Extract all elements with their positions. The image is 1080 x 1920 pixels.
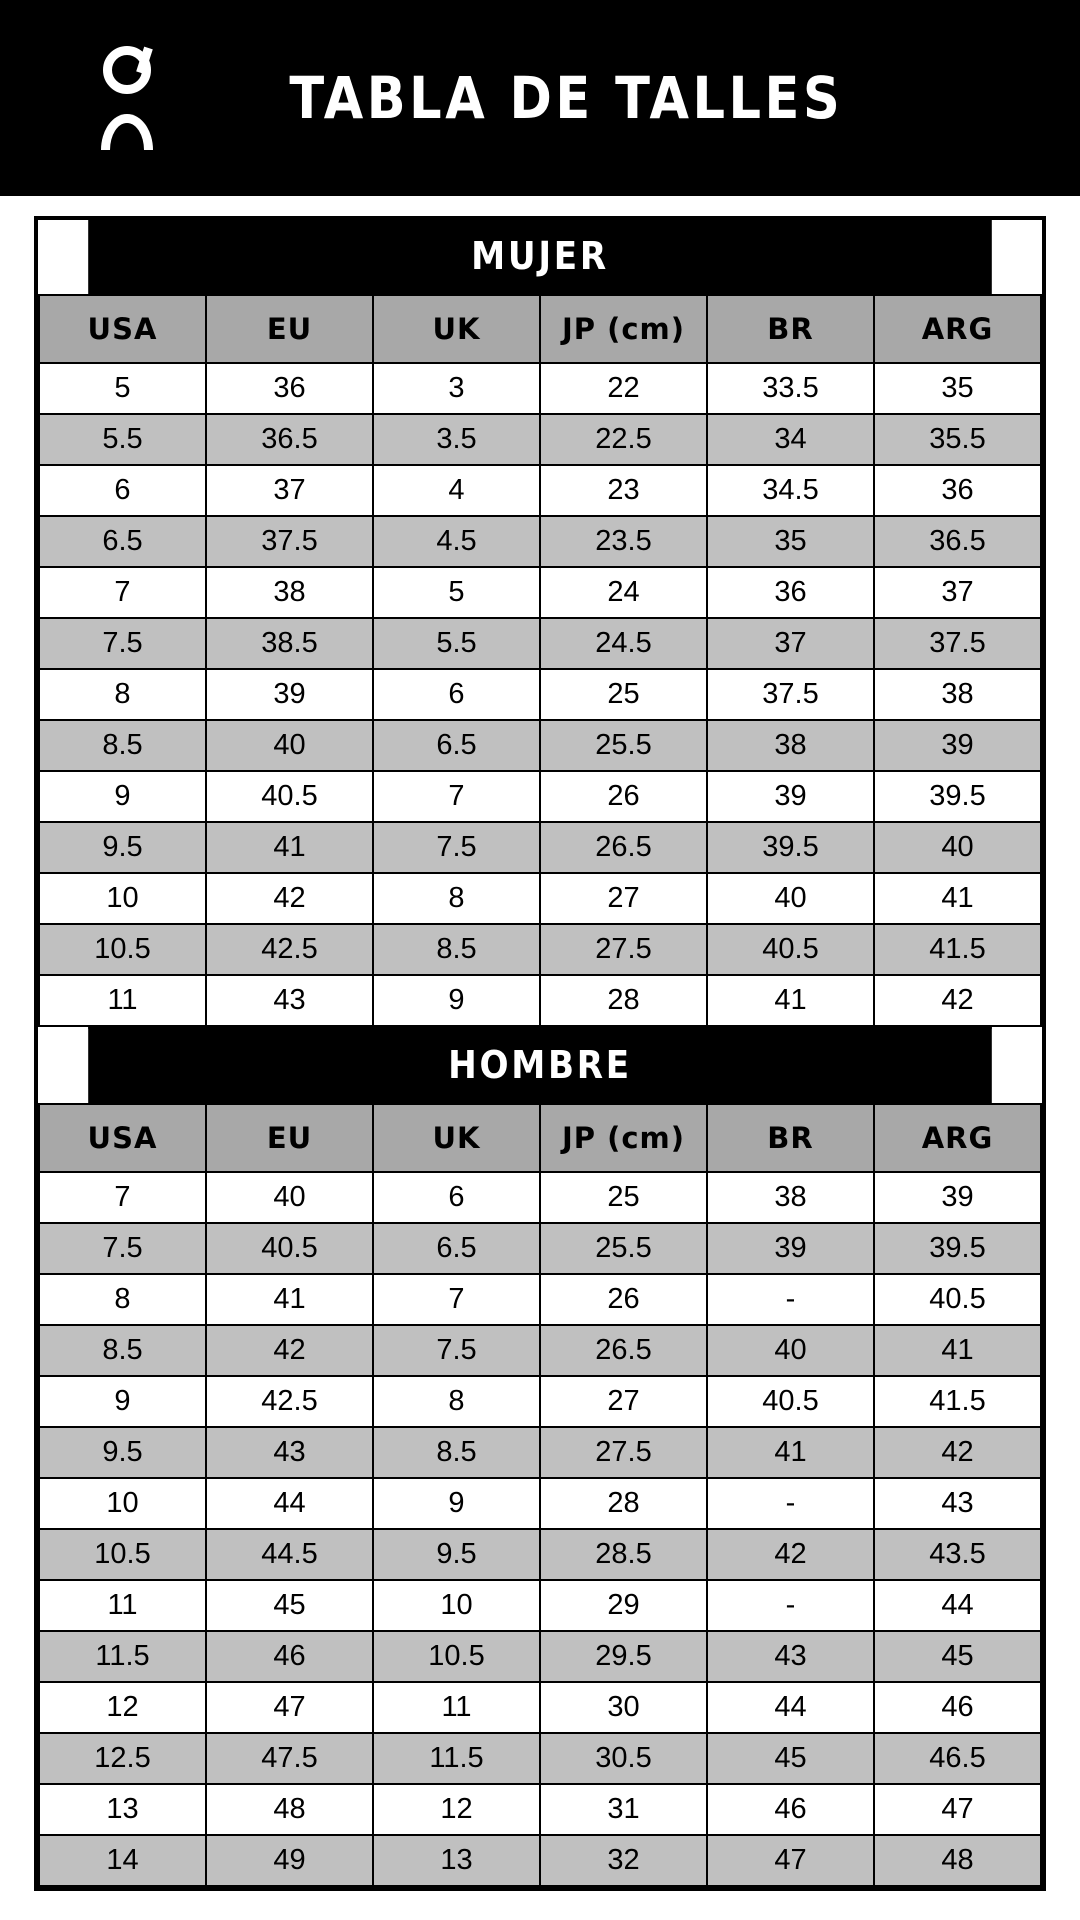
cell-uk: 6.5 (373, 720, 540, 771)
cell-br: 44 (707, 1682, 874, 1733)
cell-usa: 10 (39, 873, 206, 924)
cell-eu: 44 (206, 1478, 373, 1529)
cell-arg: 39 (874, 1172, 1041, 1223)
cell-br: 40.5 (707, 924, 874, 975)
cell-arg: 48 (874, 1835, 1041, 1886)
cell-eu: 37.5 (206, 516, 373, 567)
cell-usa: 8.5 (39, 720, 206, 771)
section-title-men: HOMBRE (88, 1027, 992, 1103)
cell-br: 36 (707, 567, 874, 618)
column-header-jp: JP (cm) (540, 1104, 707, 1172)
cell-usa: 11 (39, 975, 206, 1026)
cell-br: 42 (707, 1529, 874, 1580)
cell-jp: 29.5 (540, 1631, 707, 1682)
table-header-row (39, 295, 1041, 363)
cell-usa: 10.5 (39, 924, 206, 975)
column-header-br: BR (707, 1104, 874, 1172)
cell-arg: 39.5 (874, 1223, 1041, 1274)
cell-eu: 43 (206, 1427, 373, 1478)
cell-eu: 47.5 (206, 1733, 373, 1784)
size-chart-frame (34, 216, 1046, 1891)
cell-arg: 44 (874, 1580, 1041, 1631)
cell-jp: 26 (540, 1274, 707, 1325)
table-row (39, 1376, 1041, 1427)
cell-uk: 6 (373, 1172, 540, 1223)
cell-usa: 8.5 (39, 1325, 206, 1376)
cell-jp: 27.5 (540, 924, 707, 975)
table-row (39, 414, 1041, 465)
cell-br: - (707, 1274, 874, 1325)
table-header-row (39, 1104, 1041, 1172)
cell-arg: 39.5 (874, 771, 1041, 822)
cell-jp: 26.5 (540, 822, 707, 873)
cell-uk: 5.5 (373, 618, 540, 669)
table-row (39, 1172, 1041, 1223)
cell-jp: 32 (540, 1835, 707, 1886)
cell-eu: 47 (206, 1682, 373, 1733)
cell-usa: 8 (39, 1274, 206, 1325)
cell-uk: 6 (373, 669, 540, 720)
cell-arg: 46 (874, 1682, 1041, 1733)
cell-uk: 8.5 (373, 924, 540, 975)
cell-usa: 8 (39, 669, 206, 720)
column-header-jp: JP (cm) (540, 295, 707, 363)
cell-uk: 8.5 (373, 1427, 540, 1478)
cell-br: 47 (707, 1835, 874, 1886)
table-row (39, 771, 1041, 822)
cell-eu: 36.5 (206, 414, 373, 465)
cell-eu: 42.5 (206, 924, 373, 975)
section-title-women: MUJER (88, 220, 992, 294)
cell-eu: 42 (206, 873, 373, 924)
cell-arg: 42 (874, 975, 1041, 1026)
cell-uk: 7.5 (373, 1325, 540, 1376)
cell-br: 33.5 (707, 363, 874, 414)
cell-uk: 11 (373, 1682, 540, 1733)
cell-jp: 26 (540, 771, 707, 822)
cell-br: 41 (707, 975, 874, 1026)
cell-usa: 11 (39, 1580, 206, 1631)
cell-arg: 36.5 (874, 516, 1041, 567)
cell-uk: 7 (373, 771, 540, 822)
cell-uk: 3 (373, 363, 540, 414)
table-row (39, 1427, 1041, 1478)
logo-arch-shape (101, 114, 153, 150)
cell-br: 39.5 (707, 822, 874, 873)
table-row (39, 1529, 1041, 1580)
cell-uk: 7.5 (373, 822, 540, 873)
table-row (39, 1223, 1041, 1274)
cell-arg: 41 (874, 1325, 1041, 1376)
table-row (39, 363, 1041, 414)
cell-usa: 7 (39, 1172, 206, 1223)
cell-eu: 44.5 (206, 1529, 373, 1580)
cell-arg: 42 (874, 1427, 1041, 1478)
table-row (39, 1478, 1041, 1529)
table-row (39, 1631, 1041, 1682)
cell-jp: 24.5 (540, 618, 707, 669)
table-row (39, 924, 1041, 975)
cell-uk: 6.5 (373, 1223, 540, 1274)
cell-br: - (707, 1478, 874, 1529)
cell-jp: 28.5 (540, 1529, 707, 1580)
cell-eu: 40 (206, 720, 373, 771)
cell-usa: 6.5 (39, 516, 206, 567)
cell-eu: 40.5 (206, 771, 373, 822)
cell-eu: 49 (206, 1835, 373, 1886)
cell-jp: 26.5 (540, 1325, 707, 1376)
cell-usa: 9.5 (39, 822, 206, 873)
cell-uk: 4.5 (373, 516, 540, 567)
table-row (39, 465, 1041, 516)
table-row (39, 822, 1041, 873)
cell-br: 40 (707, 1325, 874, 1376)
cell-jp: 25 (540, 1172, 707, 1223)
cell-br: 38 (707, 720, 874, 771)
cell-br: 35 (707, 516, 874, 567)
cell-arg: 39 (874, 720, 1041, 771)
cell-arg: 37.5 (874, 618, 1041, 669)
table-row (39, 1682, 1041, 1733)
cell-usa: 7 (39, 567, 206, 618)
cell-uk: 10.5 (373, 1631, 540, 1682)
cell-br: 43 (707, 1631, 874, 1682)
cell-uk: 5 (373, 567, 540, 618)
cell-br: 34 (707, 414, 874, 465)
cell-jp: 28 (540, 1478, 707, 1529)
table-row (39, 1835, 1041, 1886)
size-table-men (38, 1103, 1042, 1887)
cell-arg: 45 (874, 1631, 1041, 1682)
cell-arg: 40.5 (874, 1274, 1041, 1325)
column-header-eu: EU (206, 1104, 373, 1172)
cell-eu: 37 (206, 465, 373, 516)
column-header-arg: ARG (874, 295, 1041, 363)
page-header (0, 0, 1080, 196)
cell-jp: 27 (540, 873, 707, 924)
cell-arg: 47 (874, 1784, 1041, 1835)
cell-jp: 23 (540, 465, 707, 516)
cell-uk: 8 (373, 1376, 540, 1427)
cell-arg: 38 (874, 669, 1041, 720)
table-row (39, 1733, 1041, 1784)
cell-br: 39 (707, 1223, 874, 1274)
cell-usa: 7.5 (39, 618, 206, 669)
table-row (39, 618, 1041, 669)
cell-arg: 37 (874, 567, 1041, 618)
cell-usa: 5.5 (39, 414, 206, 465)
cell-arg: 41.5 (874, 924, 1041, 975)
on-running-logo-icon (95, 46, 167, 150)
page-title: TABLA DE TALLES (289, 64, 844, 132)
cell-jp: 27.5 (540, 1427, 707, 1478)
cell-jp: 22 (540, 363, 707, 414)
cell-usa: 5 (39, 363, 206, 414)
cell-eu: 36 (206, 363, 373, 414)
cell-uk: 11.5 (373, 1733, 540, 1784)
cell-usa: 10.5 (39, 1529, 206, 1580)
cell-br: 34.5 (707, 465, 874, 516)
column-header-uk: UK (373, 295, 540, 363)
cell-arg: 46.5 (874, 1733, 1041, 1784)
cell-uk: 9 (373, 1478, 540, 1529)
cell-br: 40 (707, 873, 874, 924)
table-row (39, 1580, 1041, 1631)
table-row (39, 720, 1041, 771)
cell-eu: 38.5 (206, 618, 373, 669)
cell-jp: 28 (540, 975, 707, 1026)
cell-uk: 4 (373, 465, 540, 516)
cell-jp: 25.5 (540, 1223, 707, 1274)
cell-arg: 40 (874, 822, 1041, 873)
cell-eu: 39 (206, 669, 373, 720)
table-row (39, 669, 1041, 720)
cell-uk: 9.5 (373, 1529, 540, 1580)
cell-jp: 29 (540, 1580, 707, 1631)
cell-usa: 12.5 (39, 1733, 206, 1784)
table-row (39, 516, 1041, 567)
table-row (39, 873, 1041, 924)
cell-br: 38 (707, 1172, 874, 1223)
table-row (39, 567, 1041, 618)
cell-usa: 13 (39, 1784, 206, 1835)
cell-arg: 36 (874, 465, 1041, 516)
cell-uk: 12 (373, 1784, 540, 1835)
cell-usa: 9 (39, 1376, 206, 1427)
cell-eu: 41 (206, 822, 373, 873)
cell-br: 40.5 (707, 1376, 874, 1427)
cell-usa: 7.5 (39, 1223, 206, 1274)
cell-usa: 14 (39, 1835, 206, 1886)
table-row (39, 1325, 1041, 1376)
column-header-br: BR (707, 295, 874, 363)
cell-uk: 13 (373, 1835, 540, 1886)
cell-jp: 24 (540, 567, 707, 618)
cell-eu: 43 (206, 975, 373, 1026)
cell-eu: 41 (206, 1274, 373, 1325)
table-row (39, 1274, 1041, 1325)
cell-usa: 9.5 (39, 1427, 206, 1478)
cell-br: 41 (707, 1427, 874, 1478)
cell-br: 45 (707, 1733, 874, 1784)
cell-arg: 35.5 (874, 414, 1041, 465)
cell-uk: 10 (373, 1580, 540, 1631)
cell-eu: 40 (206, 1172, 373, 1223)
cell-eu: 38 (206, 567, 373, 618)
cell-arg: 41.5 (874, 1376, 1041, 1427)
cell-usa: 12 (39, 1682, 206, 1733)
cell-arg: 43 (874, 1478, 1041, 1529)
column-header-uk: UK (373, 1104, 540, 1172)
cell-eu: 42.5 (206, 1376, 373, 1427)
cell-jp: 25.5 (540, 720, 707, 771)
cell-br: - (707, 1580, 874, 1631)
cell-eu: 42 (206, 1325, 373, 1376)
cell-jp: 22.5 (540, 414, 707, 465)
column-header-usa: USA (39, 1104, 206, 1172)
cell-jp: 23.5 (540, 516, 707, 567)
column-header-arg: ARG (874, 1104, 1041, 1172)
cell-eu: 48 (206, 1784, 373, 1835)
cell-uk: 7 (373, 1274, 540, 1325)
cell-arg: 35 (874, 363, 1041, 414)
cell-uk: 3.5 (373, 414, 540, 465)
cell-uk: 9 (373, 975, 540, 1026)
cell-usa: 10 (39, 1478, 206, 1529)
cell-usa: 11.5 (39, 1631, 206, 1682)
cell-jp: 27 (540, 1376, 707, 1427)
cell-br: 39 (707, 771, 874, 822)
column-header-eu: EU (206, 295, 373, 363)
cell-eu: 40.5 (206, 1223, 373, 1274)
table-row (39, 975, 1041, 1026)
cell-jp: 25 (540, 669, 707, 720)
cell-br: 37.5 (707, 669, 874, 720)
cell-jp: 31 (540, 1784, 707, 1835)
cell-br: 46 (707, 1784, 874, 1835)
column-header-usa: USA (39, 295, 206, 363)
cell-jp: 30 (540, 1682, 707, 1733)
cell-arg: 41 (874, 873, 1041, 924)
cell-uk: 8 (373, 873, 540, 924)
cell-usa: 6 (39, 465, 206, 516)
cell-arg: 43.5 (874, 1529, 1041, 1580)
size-table-women (38, 294, 1042, 1027)
cell-eu: 46 (206, 1631, 373, 1682)
cell-eu: 45 (206, 1580, 373, 1631)
cell-jp: 30.5 (540, 1733, 707, 1784)
table-row (39, 1784, 1041, 1835)
cell-usa: 9 (39, 771, 206, 822)
cell-br: 37 (707, 618, 874, 669)
